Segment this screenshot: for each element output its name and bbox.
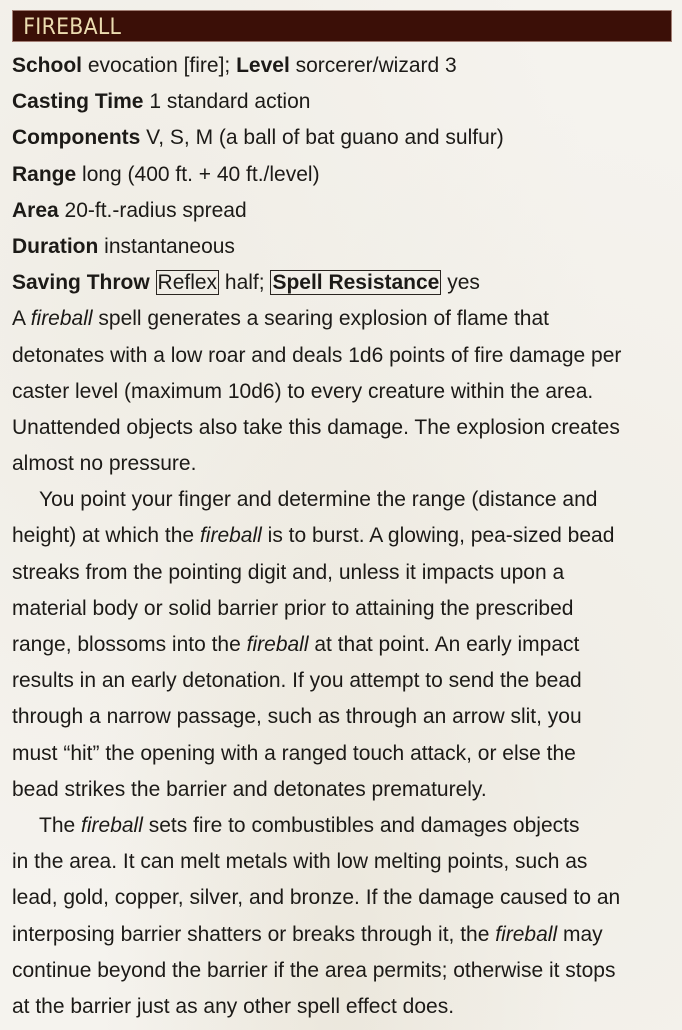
casting-time-label: Casting Time (12, 90, 144, 114)
text-span: spell generates a searing explosion of flame that (92, 307, 550, 331)
text-line: continue beyond the barrier if the area permits; otherwise it stops (12, 958, 616, 982)
text-line: detonates with a low roar and deals 1d6 points of fire damage per (12, 343, 622, 367)
text-span: interposing barrier shatters or breaks through it, the (12, 922, 496, 946)
stat-school-level (12, 48, 674, 84)
text-span: height) at which the (12, 524, 200, 548)
duration-label: Duration (12, 234, 99, 258)
reflex-link[interactable]: Reflex (157, 271, 218, 295)
spell-title-bar (12, 10, 672, 42)
school-value: evocation [fire]; (82, 54, 237, 77)
text-line: almost no pressure. (12, 452, 197, 476)
text-line: in the area. It can melt metals with low melting points, such as (12, 850, 588, 874)
spell-name-italic: fireball (246, 633, 309, 656)
text-line: streaks from the pointing digit and, unless it impacts upon a (12, 560, 565, 584)
components-label: Components (12, 126, 141, 150)
level-value: sorcerer/wizard 3 (289, 54, 457, 77)
area-value: 20-ft.-radius spread (58, 198, 247, 222)
text-span: A (12, 307, 31, 331)
text-line: must “hit” the opening with a ranged touch attack, or else the (12, 741, 576, 765)
spell-content (12, 48, 674, 1025)
text-line: at the barrier just as any other spell effect does. (12, 994, 455, 1018)
text-line: Unattended objects also take this damage. The explosion creates (12, 415, 620, 439)
spell-title: FIREBALL (23, 14, 122, 40)
text-span: is to burst. A glowing, pea-sized bead (261, 524, 615, 548)
spell-name-italic: fireball (81, 813, 143, 837)
stat-saving-throw (12, 265, 674, 301)
text-line (12, 808, 674, 844)
spell-name-italic: fireball (30, 307, 93, 331)
text-line: results in an early detonation. If you attempt to send the bead (12, 669, 582, 693)
text-span: The (39, 813, 82, 837)
spell-resistance-value: yes (441, 271, 480, 295)
text-line: material body or solid barrier prior to attaining the prescribed (12, 596, 574, 620)
description-paragraph-1 (12, 301, 674, 482)
stat-casting-time (12, 84, 674, 120)
text-line: lead, gold, copper, silver, and bronze. If the damage caused to an (12, 886, 621, 910)
text-line (12, 917, 674, 953)
text-line (12, 301, 674, 337)
description-paragraph-2 (12, 482, 674, 808)
spell-name-italic: fireball (199, 524, 262, 548)
text-span: may (557, 922, 603, 946)
text-span: sets fire to combustibles and damages objects (142, 813, 580, 837)
components-value: V, S, M (a ball of bat guano and sulfur) (140, 126, 504, 150)
text-line: bead strikes the barrier and detonates prematurely. (12, 777, 487, 801)
level-label: Level (236, 54, 290, 77)
spell-name-italic: fireball (495, 922, 558, 946)
text-span: range, blossoms into the (12, 633, 247, 656)
casting-time-value: 1 standard action (143, 90, 311, 114)
saving-throw-value: half; (219, 271, 271, 295)
range-label: Range (12, 162, 77, 186)
range-value: long (400 ft. + 40 ft./level) (76, 162, 320, 186)
text-line (12, 518, 674, 554)
duration-value: instantaneous (98, 234, 235, 258)
stat-area (12, 193, 674, 229)
text-span: at that point. An early impact (308, 633, 580, 656)
stat-range (12, 157, 674, 193)
stat-components (12, 120, 674, 156)
description-paragraph-3 (12, 808, 674, 1025)
text-line (12, 627, 674, 663)
area-label: Area (12, 198, 59, 222)
text-line: through a narrow passage, such as through an arrow slit, you (12, 705, 582, 729)
school-label: School (12, 54, 83, 77)
text-line: caster level (maximum 10d6) to every creature within the area. (12, 379, 594, 403)
saving-throw-label: Saving Throw (12, 271, 150, 295)
spell-resistance-link[interactable]: Spell Resistance (272, 271, 440, 295)
text-line: You point your finger and determine the range (distance and (39, 488, 598, 512)
stat-duration (12, 229, 674, 265)
